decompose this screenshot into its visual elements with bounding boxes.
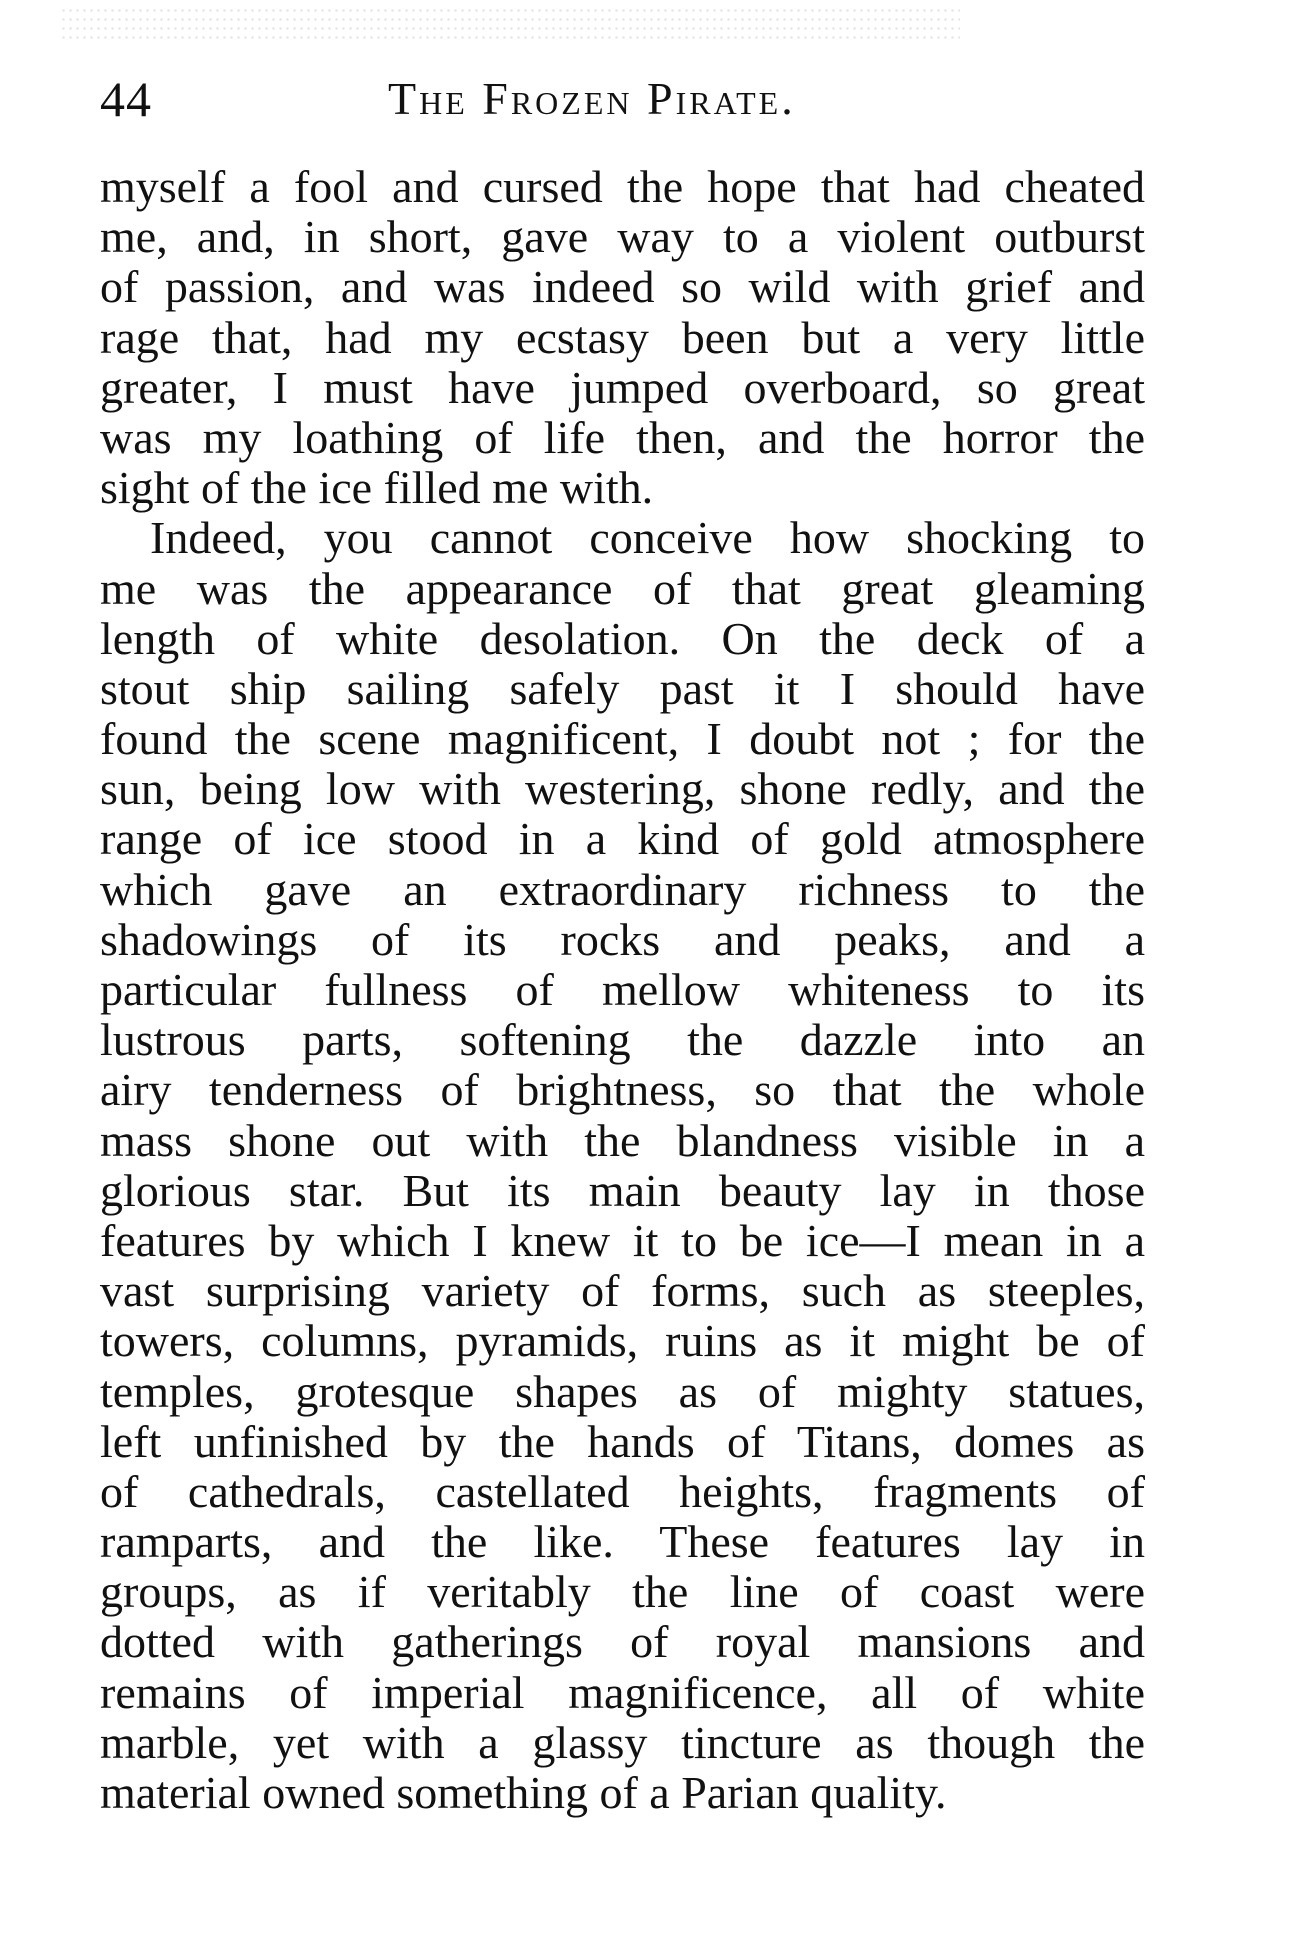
text-line: temples, grotesque shapes as of mighty statues, (100, 1365, 1145, 1417)
text-line: me, and, in short, gave way to a violent outburst (100, 211, 1145, 263)
text-line: which gave an extraordinary richness to the (100, 863, 1145, 915)
text-line: me was the appearance of that great gleaming (100, 562, 1145, 614)
paragraph-2 (100, 513, 1145, 1818)
text-line: stout ship sailing safely past it I should have (100, 662, 1145, 714)
text-line: groups, as if veritably the line of coast were (100, 1566, 1145, 1618)
text-line: remains of imperial magnificence, all of white (100, 1666, 1145, 1718)
text-line: particular fullness of mellow whiteness to its (100, 964, 1145, 1015)
text-line: marble, yet with a glassy tincture as though the (100, 1716, 1145, 1768)
text-line: of cathedrals, castellated heights, fragments of (100, 1465, 1145, 1517)
text-line: airy tenderness of brightness, so that the whole (100, 1064, 1145, 1116)
page-header (100, 64, 1140, 134)
text-line: left unfinished by the hands of Titans, domes as (100, 1415, 1145, 1467)
text-line: towers, columns, pyramids, ruins as it might be of (100, 1315, 1145, 1367)
text-line: lustrous parts, softening the dazzle into an (100, 1014, 1145, 1066)
text-line: range of ice stood in a kind of gold atmosphere (100, 813, 1145, 865)
text-line: features by which I knew it to be ice—I mean in a (100, 1214, 1145, 1266)
scan-speckle (60, 6, 960, 42)
text-line: glorious star. But its main beauty lay in those (100, 1164, 1145, 1216)
text-line: greater, I must have jumped overboard, so great (100, 361, 1145, 413)
text-line: vast surprising variety of forms, such as steeples, (100, 1265, 1145, 1317)
body-text (100, 162, 1145, 1818)
text-line: Indeed, you cannot conceive how shocking to (150, 512, 1145, 564)
text-line: ramparts, and the like. These features lay in (100, 1516, 1145, 1568)
text-line: myself a fool and cursed the hope that had cheated (100, 161, 1145, 212)
paragraph-1 (100, 162, 1145, 513)
text-line: found the scene magnificent, I doubt not ; for the (100, 713, 1145, 765)
text-line: was my loathing of life then, and the horror the (100, 411, 1145, 463)
text-line: length of white desolation. On the deck of a (100, 612, 1145, 664)
text-line: sun, being low with westering, shone redly, and the (100, 763, 1145, 815)
text-line: sight of the ice filled me with. (100, 462, 654, 514)
page-number: 44 (100, 71, 152, 127)
text-line: shadowings of its rocks and peaks, and a (100, 913, 1145, 965)
text-line: material owned something of a Parian quality. (100, 1767, 947, 1818)
running-title: The Frozen Pirate. (388, 73, 796, 124)
text-line: rage that, had my ecstasy been but a very little (100, 311, 1145, 363)
text-line: mass shone out with the blandness visible in a (100, 1114, 1145, 1166)
text-line: of passion, and was indeed so wild with grief and (100, 261, 1145, 313)
text-line: dotted with gatherings of royal mansions and (100, 1616, 1145, 1668)
